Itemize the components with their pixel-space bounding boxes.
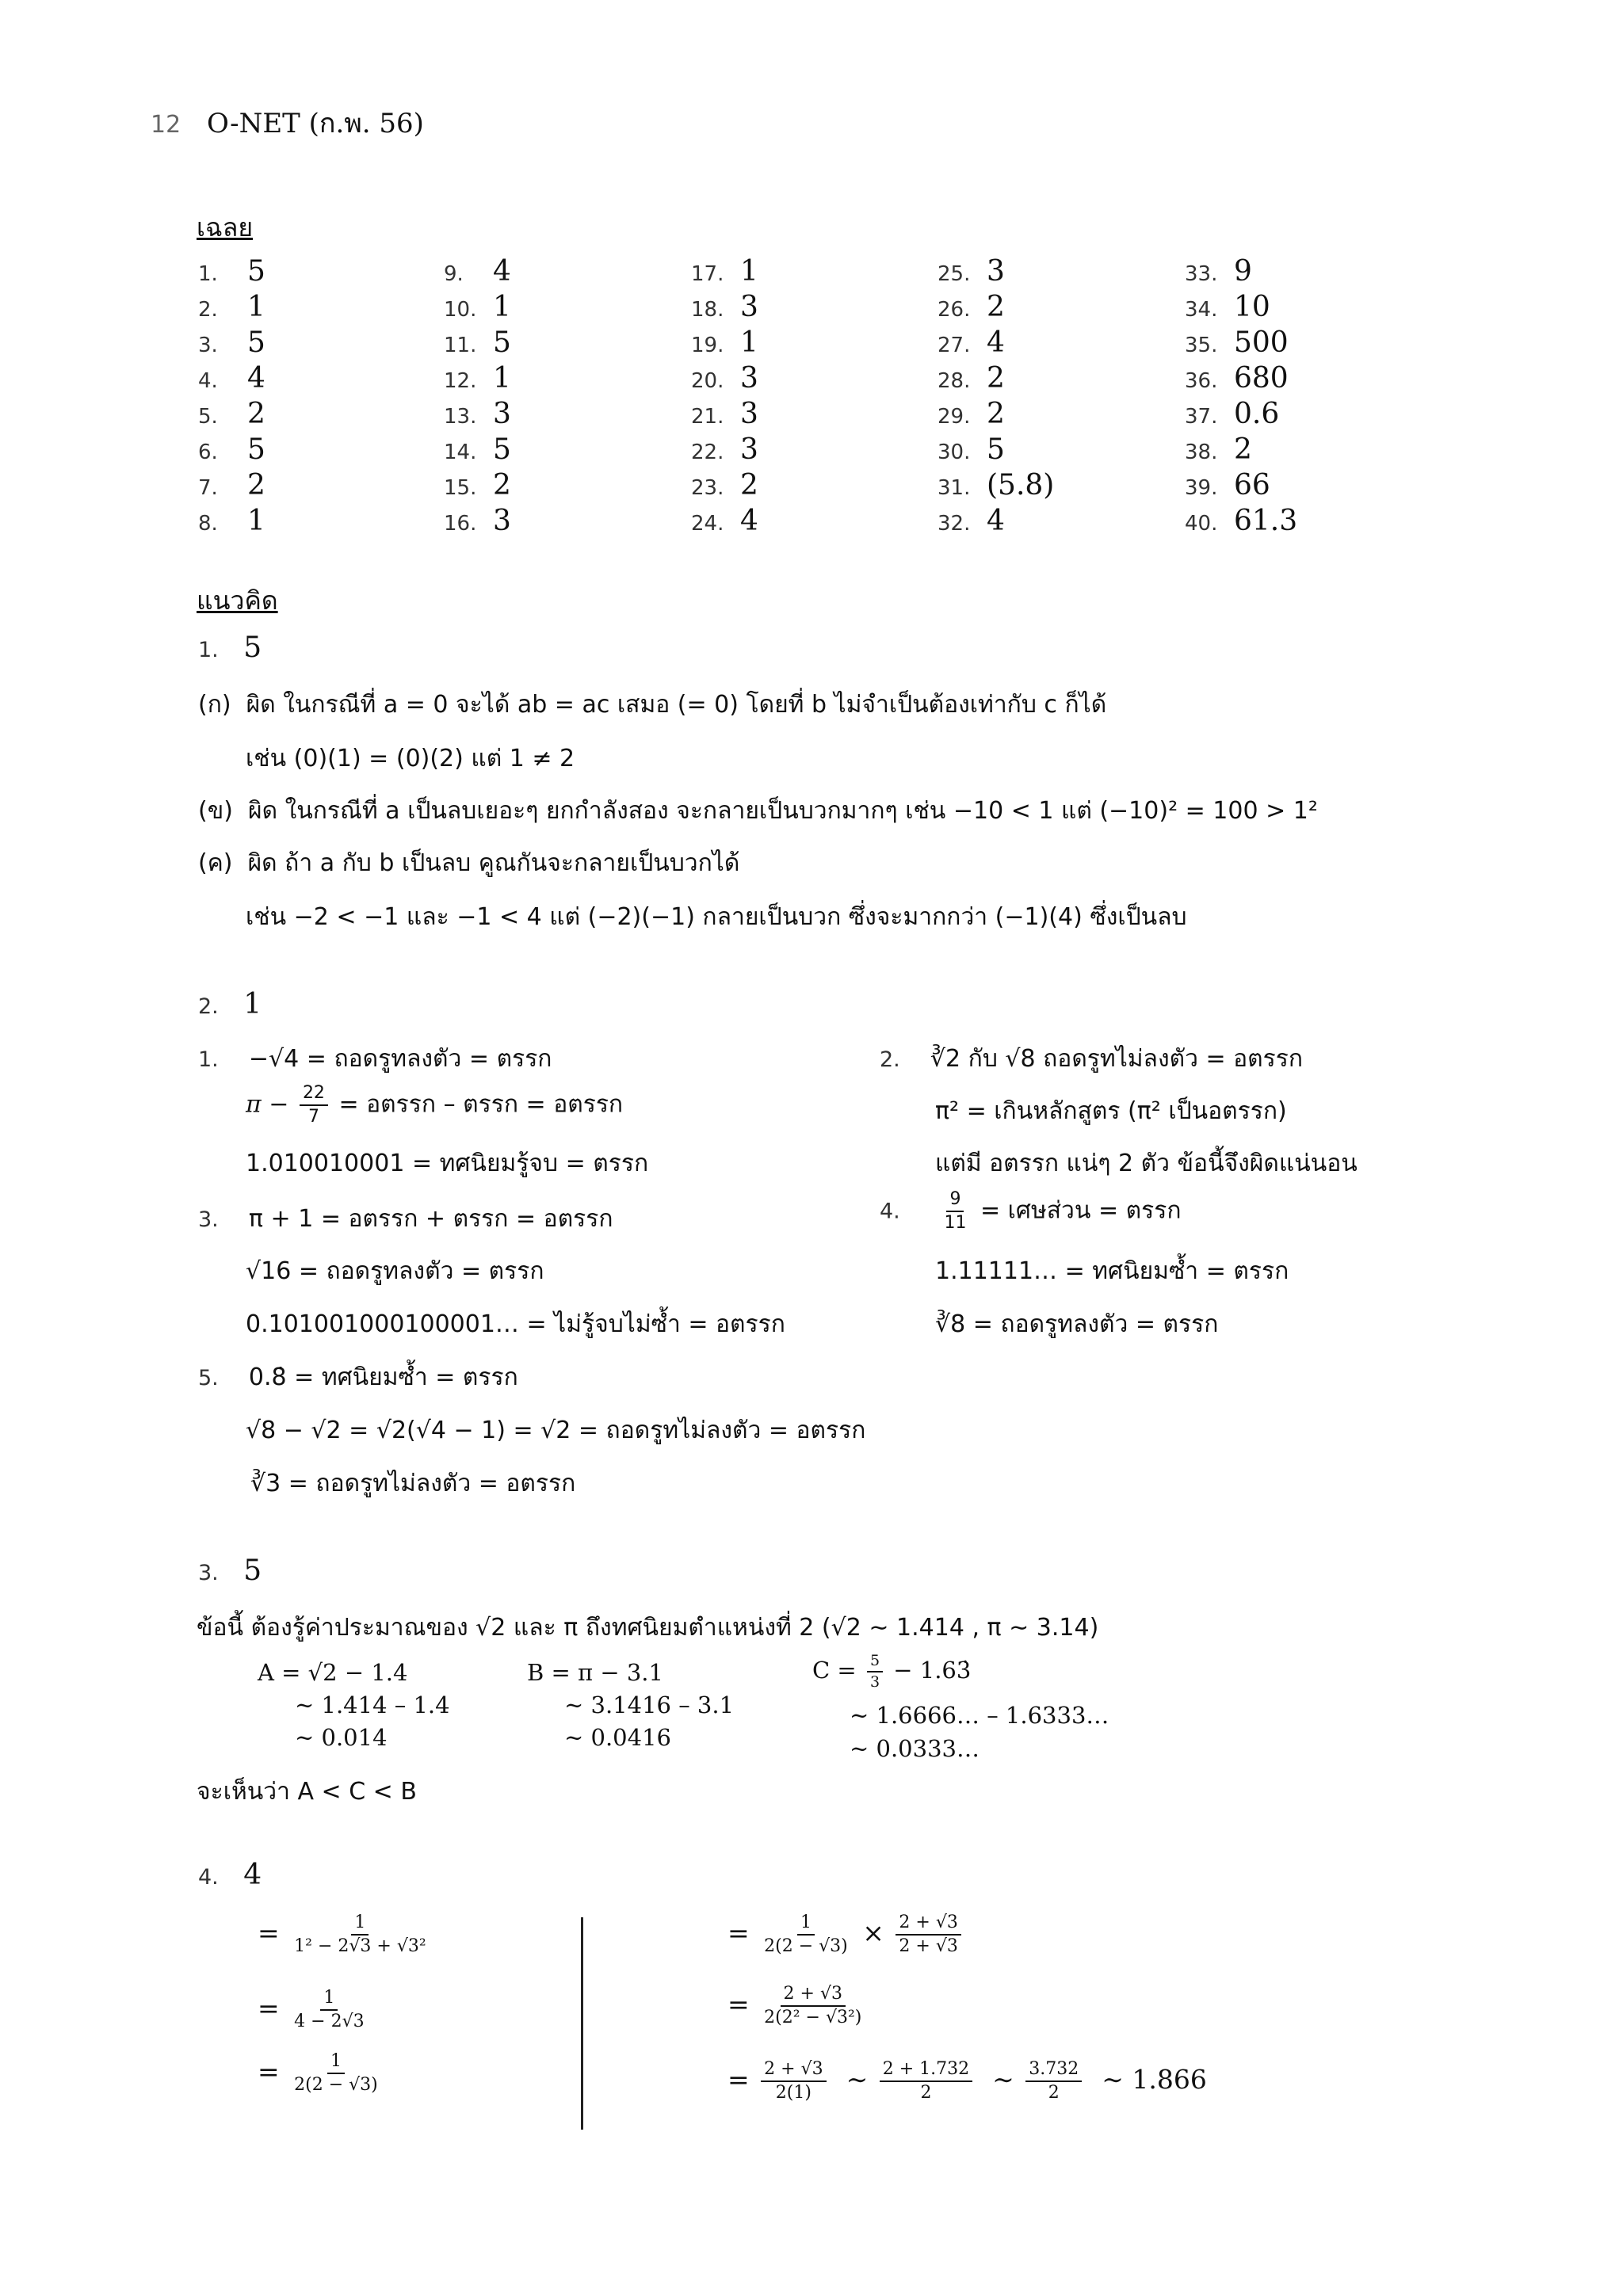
answer-number: 24. (691, 512, 724, 536)
answer-item (1185, 398, 1279, 430)
answer-number: 8. (198, 512, 218, 536)
answer-item (1185, 255, 1252, 288)
answer-value: 500 (1234, 326, 1289, 359)
answer-value: 5 (247, 326, 265, 359)
answer-item (444, 326, 511, 359)
answer-item (198, 398, 265, 430)
answer-value: 1 (247, 505, 265, 537)
answer-item (444, 255, 511, 288)
answer-item (198, 362, 265, 395)
answer-number: 34. (1185, 298, 1218, 322)
answer-number: 3. (198, 334, 218, 357)
answer-number: 13. (444, 405, 477, 429)
q2-item5-line3: ∛3 = ถอดรูทไม่ลงตัว = อตรรก (250, 1470, 576, 1497)
fraction: $\frac{1}{4 - 2√3}$ (294, 1988, 365, 2032)
answer-value: 4 (247, 362, 265, 395)
answer-item (444, 398, 511, 430)
answer-number: 12. (444, 369, 477, 393)
q3-A-line3: ∼ 0.014 (295, 1724, 388, 1751)
answer-item (1185, 362, 1289, 395)
answer-value: 2 (1234, 433, 1252, 466)
answer-number: 15. (444, 476, 477, 500)
q1-item-c: (ค) ผิด ถ้า a กับ b เป็นลบ คูณกันจะกลายเป็นบวกได้ (198, 849, 740, 877)
answer-number: 30. (938, 441, 971, 464)
q2-item2-line3: แต่มี อตรรก แน่ๆ 2 ตัว ข้อนี้จึงผิดแน่นอน (935, 1150, 1358, 1177)
answer-item (938, 398, 1005, 430)
answer-item (938, 326, 1005, 359)
answer-item (444, 291, 511, 323)
answer-value: 4 (987, 326, 1005, 359)
answer-number: 35. (1185, 334, 1218, 357)
answer-value: 5 (987, 433, 1005, 466)
answer-number: 9. (444, 262, 464, 286)
answer-number: 2. (198, 298, 218, 322)
answer-number: 39. (1185, 476, 1218, 500)
answer-number: 20. (691, 369, 724, 393)
q2-item4-line1: 4. $\frac{9}{11}$ = เศษส่วน = ตรรก (880, 1189, 1182, 1234)
fraction: $\frac{1}{2(2 - √3)}$ (294, 2051, 378, 2096)
answer-value: 0.6 (1234, 398, 1280, 430)
answer-number: 26. (938, 298, 971, 322)
q2-item3-line3: 0.101001000100001… = ไม่รู้จบไม่ซ้ำ = อตรรก (246, 1310, 785, 1338)
q2-item2-line2: π² = เกินหลักสูตร (π² เป็นอตรรก) (935, 1097, 1287, 1125)
q4-heading: 4. 4 (198, 1859, 262, 1891)
answer-item (938, 255, 1005, 288)
q4-right-line2: = $\frac{2 + √3}{\text{2(2² − √3²)}}$ (727, 1985, 868, 2027)
q2-item1-line1: 1. −√4 = ถอดรูทลงตัว = ตรรก (198, 1045, 552, 1073)
answer-number: 29. (938, 405, 971, 429)
answer-number: 36. (1185, 369, 1218, 393)
answer-number: 10. (444, 298, 477, 322)
answer-item (198, 255, 265, 288)
answer-value: 680 (1234, 362, 1289, 395)
answer-item (1185, 505, 1297, 537)
answer-item (444, 505, 511, 537)
answer-value: 2 (987, 398, 1005, 430)
answer-number: 1. (198, 262, 218, 286)
answer-item (691, 326, 758, 359)
answer-number: 27. (938, 334, 971, 357)
answer-value: 4 (987, 505, 1005, 537)
fraction: $\frac{1}{\text{1² − 2√3 + √3²}}$ (294, 1913, 426, 1957)
answer-value: 10 (1234, 291, 1270, 323)
answer-value: 4 (493, 255, 511, 288)
q3-C-line3: ∼ 0.0333… (850, 1735, 980, 1762)
fraction: $\frac{3.732}{2}$ (1025, 2060, 1082, 2103)
answer-value: 1 (740, 255, 758, 288)
q3-A-line2: ∼ 1.414 – 1.4 (295, 1691, 450, 1718)
answer-value: 2 (247, 398, 265, 430)
answer-item (938, 469, 1054, 502)
q1-item-a: (ก) ผิด ในกรณีที่ a = 0 จะได้ ab = ac เสมอ (= 0) โดยที่ b ไม่จำเป็นต้องเท่ากับ c ก็ได้ (198, 691, 1107, 719)
q2-item4-line2: 1.11111… = ทศนิยมซ้ำ = ตรรก (935, 1257, 1289, 1285)
answer-number: 31. (938, 476, 971, 500)
answer-number: 6. (198, 441, 218, 464)
answer-value: 4 (740, 505, 758, 537)
q4-left-line3: = $\frac{1}{2(2 - √3)}$ (258, 2052, 384, 2095)
answer-item (444, 362, 511, 395)
answer-value: 1 (740, 326, 758, 359)
fraction: $\frac{2 + √3}{\text{2(2² − √3²)}}$ (764, 1984, 862, 2028)
q3-B-line3: ∼ 0.0416 (564, 1724, 671, 1751)
q1-item-c-example: เช่น −2 < −1 และ −1 < 4 แต่ (−2)(−1) กลายเป็นบวก ซึ่งจะมากกว่า (−1)(4) ซึ่งเป็นลบ (246, 903, 1187, 931)
answer-number: 40. (1185, 512, 1218, 536)
answer-item (1185, 326, 1289, 359)
q3-C-line1: C = $\frac{5}{3}$ − 1.63̇ (812, 1652, 972, 1691)
answer-value: 61.3 (1234, 505, 1298, 537)
answer-value: 2 (493, 469, 511, 502)
answer-item (444, 469, 511, 502)
answer-item (938, 505, 1005, 537)
answer-value: 2 (247, 469, 265, 502)
concept-heading: แนวคิด (197, 585, 278, 616)
answer-number: 11. (444, 334, 477, 357)
answer-item (198, 505, 265, 537)
answer-item (198, 326, 265, 359)
answer-number: 25. (938, 262, 971, 286)
answer-number: 37. (1185, 405, 1218, 429)
fraction: $\frac{5}{3}$ (867, 1653, 883, 1691)
q2-item4-line3: ∛8 = ถอดรูทลงตัว = ตรรก (935, 1310, 1219, 1338)
answer-item (198, 469, 265, 502)
q2-item1-line3: 1.010010001 = ทศนิยมรู้จบ = ตรรก (246, 1150, 649, 1177)
answer-value: 3 (740, 398, 758, 430)
column-divider (581, 1917, 583, 2130)
answer-number: 7. (198, 476, 218, 500)
answer-value: 1 (493, 362, 511, 395)
q3-A-line1: A = √2 − 1.4 (258, 1659, 408, 1686)
answer-value: 5 (493, 326, 511, 359)
fraction: $\frac{2 + 1.732}{2}$ (880, 2060, 972, 2103)
answer-value: 3 (740, 291, 758, 323)
fraction: $\frac{1}{2(2 - √3)}$ (764, 1913, 848, 1957)
answer-value: 3 (493, 505, 511, 537)
answer-value: 3 (493, 398, 511, 430)
page-header (151, 101, 424, 144)
answer-value: 3 (740, 433, 758, 466)
answer-number: 38. (1185, 441, 1218, 464)
answer-item (691, 291, 758, 323)
q2-item1-line2: π − $\frac{22}{7}$ = อตรรก – ตรรก = อตรรก (246, 1083, 624, 1127)
q3-intro: ข้อนี้ ต้องรู้ค่าประมาณของ √2 และ π ถึงทศนิยมตำแหน่งที่ 2 (√2 ∼ 1.414 , π ∼ 3.14) (197, 1614, 1099, 1642)
q1-item-b: (ข) ผิด ในกรณีที่ a เป็นลบเยอะๆ ยกกำลังสอง จะกลายเป็นบวกมากๆ เช่น −10 < 1 แต่ (−10)² = 100 > 1² (198, 797, 1318, 825)
q2-item2-line1: 2. ∛2 กับ √8 ถอดรูทไม่ลงตัว = อตรรก (880, 1045, 1304, 1073)
answer-value: 5 (247, 255, 265, 288)
answer-value: 66 (1234, 469, 1270, 502)
answer-number: 21. (691, 405, 724, 429)
q4-right-line3: = $\frac{2 + √3}{2(1)}$ ∼ $\frac{2 + 1.732}{2}$ ∼ $\frac{3.732}{2}$ ∼ 1.866 (727, 2059, 1207, 2103)
q2-item5-line2: √8 − √2 = √2(√4 − 1) = √2 = ถอดรูทไม่ลงตัว = อตรรก (246, 1417, 866, 1444)
answer-item (938, 291, 1005, 323)
answer-value: 1 (493, 291, 511, 323)
answer-value: (5.8) (987, 469, 1055, 502)
answer-number: 32. (938, 512, 971, 536)
page-title: O-NET (ก.พ. 56) (207, 108, 424, 139)
page-number: 12 (151, 111, 181, 139)
q1-heading: 1. 5 (198, 631, 262, 664)
answer-value: 2 (987, 362, 1005, 395)
fraction: $\frac{9}{11}$ (944, 1189, 967, 1234)
q4-left-line2: = $\frac{1}{4 - 2√3}$ (258, 1989, 371, 2031)
answer-number: 4. (198, 369, 218, 393)
q2-heading: 2. 1 (198, 988, 262, 1020)
answer-item (938, 362, 1005, 395)
answer-item (198, 433, 265, 466)
answer-item (444, 433, 511, 466)
fraction: $\frac{2 + √3}{2 + √3}$ (896, 1913, 960, 1956)
answer-item (938, 433, 1005, 466)
answer-item (691, 505, 758, 537)
answer-item (691, 398, 758, 430)
answer-item (691, 433, 758, 466)
answer-item (691, 362, 758, 395)
answer-value: 2 (987, 291, 1005, 323)
answer-number: 18. (691, 298, 724, 322)
answer-item (691, 255, 758, 288)
answer-number: 5. (198, 405, 218, 429)
answer-item (1185, 469, 1270, 502)
answer-item (1185, 291, 1270, 323)
fraction: $\frac{22}{7}$ (300, 1084, 328, 1127)
q2-item3-line2: √16 = ถอดรูทลงตัว = ตรรก (246, 1257, 544, 1285)
answer-number: 19. (691, 334, 724, 357)
answer-value: 3 (740, 362, 758, 395)
answer-number: 28. (938, 369, 971, 393)
answer-value: 9 (1234, 255, 1252, 288)
q4-left-line1: = $\frac{1}{\text{1² − 2√3 + √3²}}$ (258, 1913, 433, 1956)
q3-conclusion: จะเห็นว่า A < C < B (197, 1778, 417, 1806)
q1-item-a-example: เช่น (0)(1) = (0)(2) แต่ 1 ≠ 2 (246, 745, 575, 772)
answer-item (198, 291, 265, 323)
answer-number: 22. (691, 441, 724, 464)
q2-item3-line1: 3. π + 1 = อตรรก + ตรรก = อตรรก (198, 1205, 613, 1233)
answer-number: 17. (691, 262, 724, 286)
answer-value: 1 (247, 291, 265, 323)
q3-B-line2: ∼ 3.1416 – 3.1 (564, 1691, 735, 1718)
q3-B-line1: B = π − 3.1 (527, 1659, 663, 1686)
answer-number: 33. (1185, 262, 1218, 286)
answer-number: 23. (691, 476, 724, 500)
answer-value: 5 (247, 433, 265, 466)
q3-heading: 3. 5 (198, 1554, 262, 1587)
answer-number: 14. (444, 441, 477, 464)
fraction: $\frac{2 + √3}{2(1)}$ (761, 2060, 826, 2103)
answer-number: 16. (444, 512, 477, 536)
q2-item5-line1: 5. 0.8̇ = ทศนิยมซ้ำ = ตรรก (198, 1363, 518, 1391)
answer-value: 2 (740, 469, 758, 502)
answers-heading: เฉลย (197, 212, 254, 242)
answer-value: 5 (493, 433, 511, 466)
q3-C-line2: ∼ 1.6666… – 1.6333… (850, 1702, 1109, 1729)
answer-value: 3 (987, 255, 1005, 288)
answer-item (1185, 433, 1252, 466)
q4-right-line1: = $\frac{1}{2(2 - √3)}$ × $\frac{2 + √3}{2 + √3}$ (727, 1913, 964, 1956)
answer-item (691, 469, 758, 502)
